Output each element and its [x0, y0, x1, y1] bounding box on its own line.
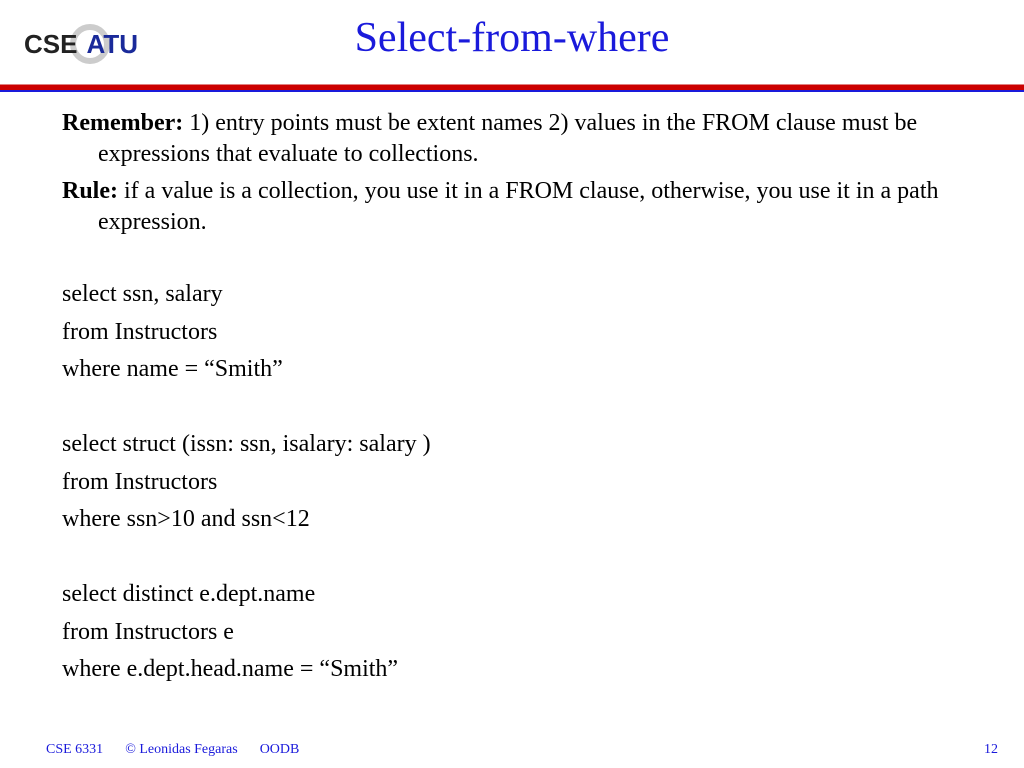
query-1-select: select ssn, salary: [62, 281, 223, 307]
query-2-select: select struct (issn: ssn, isalary: salary ): [62, 431, 431, 457]
query-1-where: where name = “Smith”: [62, 356, 283, 382]
footer-topic: OODB: [259, 742, 300, 757]
query-3-from: from Instructors e: [62, 618, 234, 645]
slide-footer: [46, 742, 998, 758]
page-title: Select-from-where: [354, 15, 670, 61]
remember-label: Remember:: [62, 110, 184, 136]
query-2-from: from Instructors: [62, 468, 218, 495]
query-1-from: from Instructors: [62, 318, 218, 345]
svg-text:UTA: UTA: [86, 29, 138, 59]
footer-page-number: 12: [984, 742, 998, 757]
slide-content: [62, 108, 992, 689]
spacer: [62, 389, 992, 427]
rule-label: Rule:: [62, 178, 118, 204]
footer-course: CSE 6331: [46, 742, 104, 757]
rule-text: if a value is a collection, you use it in a FROM clause, otherwise, you use it in a path expression.: [98, 178, 939, 235]
rule-paragraph: [62, 176, 992, 238]
spacer: [62, 244, 992, 276]
query-3-where: where e.dept.head.name = “Smith”: [62, 656, 399, 682]
query-3-select: select distinct e.dept.name: [62, 581, 316, 607]
header-divider: [0, 84, 1024, 92]
remember-paragraph: [62, 108, 992, 170]
footer-author: © Leonidas Fegaras: [125, 742, 238, 757]
spacer: [62, 539, 992, 577]
svg-text:CSE: CSE: [24, 29, 78, 59]
query-2-where: where ssn>10 and ssn<12: [62, 506, 310, 532]
remember-text: 1) entry points must be extent names 2) values in the FROM clause must be expressions that evaluate to collections.: [98, 110, 918, 167]
